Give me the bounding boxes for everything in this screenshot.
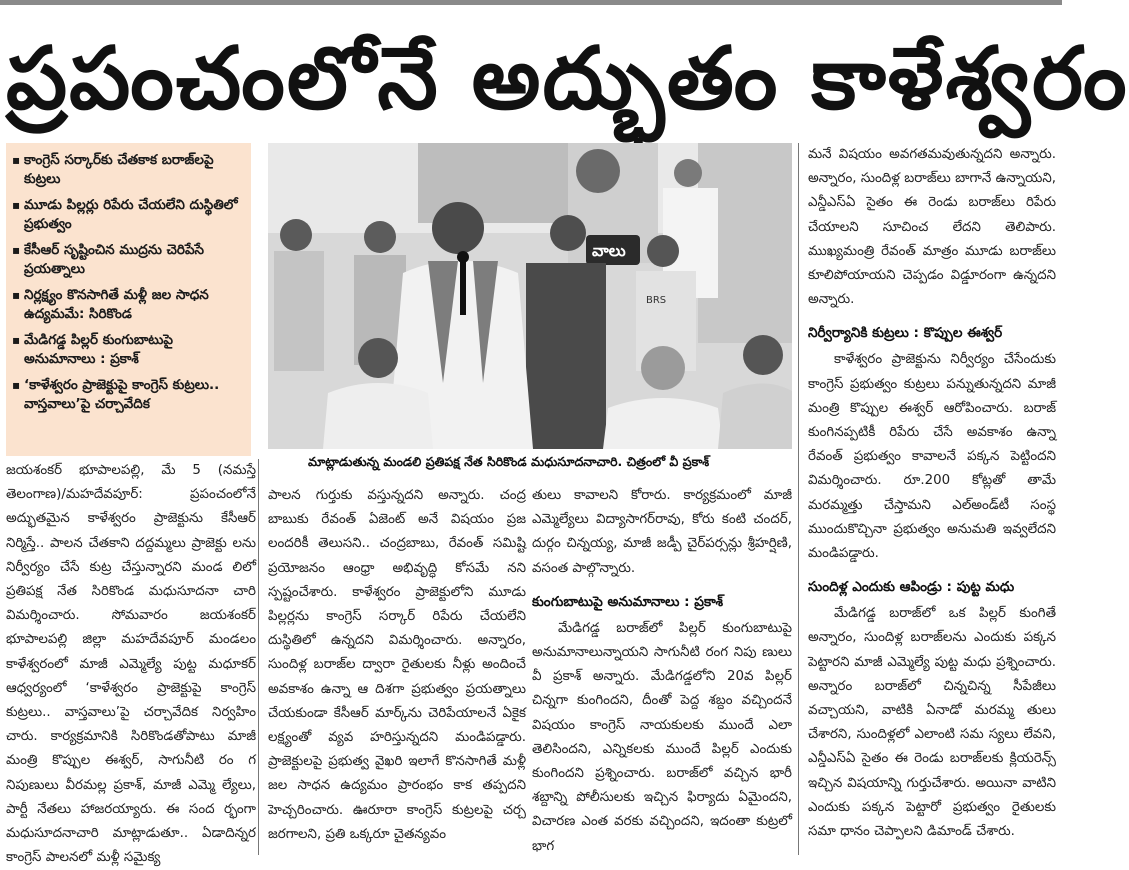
highlight-item: ▪ కాంగ్రెస్ సర్కార్‌కు చేతకాక బరాజ్‌లపై కుట్రలు bbox=[12, 152, 214, 187]
highlight-item: ▪ మేడిగడ్డ పిల్లర్ కుంగుబాటుపై అనుమానాలు : ప్రకాశ్ bbox=[12, 332, 173, 367]
bullet-icon: ▪ bbox=[12, 243, 21, 257]
bullet-icon: ▪ bbox=[12, 153, 21, 167]
article-paragraph: జయశంకర్ భూపాలపల్లి, మే 5 (నమస్తే తెలంగాణ)/మహదేవపూర్: ప్రపంచంలోనే అద్భుతమైన కాళేశ్వరం ప్రాజెక్టును కేసీఆర్ నిర్మిస్తే.. పాలన చేతకాని దద్దమ్మలు ప్రాజెక్టు లను నిర్వీర్యం చేసే కుట్ర చేస్తున్నారని మండ లిలో ప్రతిపక్ష నేత సిరికొండ మధుసూదనా చారి విమర్శించారు. సోమవారం జయశంకర్ భూపాలపల్లి జిల్లా మహదేవపూర్ మండలం కాళేశ్వరంలో మాజీ ఎమ్మెల్యే పుట్ట మధూకర్ ఆధ్వర్యంలో ‘కాళేశ్వరం ప్రాజెక్టుపై కాంగ్రెస్ కుట్రలు.. వాస్తవాలు’పై చర్చావేదిక నిర్వహిం చారు. కార్యక్రమానికి సిరికొండతోపాటు మాజీ మంత్రి కొప్పుల ఈశ్వర్, సాగునీటి రం గ నిపుణులు వీరమల్ల ప్రకాశ్, మాజీ ఎమ్మె ల్యేలు, పార్టీ నేతలు హాజరయ్యారు. ఈ సంద ర్భంగా మధుసూదనాచారి మాట్లాడుతూ.. ఏడాదిన్నర కాంగ్రెస్ పాలనలో మళ్లీ సమైక్య bbox=[6, 463, 256, 866]
article-column-3 bbox=[532, 484, 792, 856]
bullet-icon: ▪ bbox=[12, 378, 21, 392]
article-paragraph: మేడిగడ్డ బరాజ్‌లో ఒక పిల్లర్ కుంగితే అన్నారం, సుందిళ్ల బరాజ్‌లను ఎందుకు పక్కన పెట్టారని మాజీ ఎమ్మెల్యే పుట్ట మధు ప్రశ్నించారు. అన్నారం బరాజ్‌లో చిన్నచిన్న సీపేజీలు వచ్చాయని, వాటికి ఏనాడో మరమ్మ తులు చేశారని, సుందిళ్లలో ఎలాంటి సమ స్యలు లేవని, ఎన్డీఎస్‌ఏ సైతం ఈ రెండు బరాజ్‌లకు క్లియరెన్స్ ఇచ్చిన విషయాన్ని గుర్తుచేశారు. అయినా వాటిని ఎందుకు పక్కన పెట్టారో ప్రభుత్వం రైతులకు సమా ధానం చెప్పాలని డిమాండ్ చేశారు. bbox=[808, 606, 1056, 840]
page-headline: ప్రపంచంలోనే అద్భుతం కాళేశ్వరం bbox=[6, 29, 1129, 129]
article-paragraph: మనే విషయం అవగతమవుతున్నదని అన్నారు. అన్నారం, సుందిళ్ల బరాజ్‌లు బాగానే ఉన్నాయని, ఎన్డీఎస్‌ఏ సైతం ఈ రెండు బరాజ్‌లు రిపేరు చేయాలని సూచించ లేదని తెలిపారు. ముఖ్యమంత్రి రేవంత్ మాత్రం మూడు బరాజ్‌లు కూలిపోయాయని చెప్పడం విడ్డూరంగా ఉన్నదని అన్నారు. bbox=[808, 147, 1056, 308]
article-column-1 bbox=[6, 459, 256, 866]
column-divider bbox=[798, 143, 799, 855]
highlights-box bbox=[6, 143, 251, 456]
banner-text: వాలు bbox=[592, 241, 626, 260]
article-paragraph: మేడిగడ్డ బరాజ్‌లో పిల్లర్ కుంగుబాటుపై అనుమానాలున్నాయని సాగునీటి రంగ నిపు ణులు వీ ప్రకాశ్ అన్నారు. మేడిగడ్డలోని 20వ పిల్లర్ చిన్నగా కుంగిందని, దీంతో పెద్ద శబ్దం వచ్చిందనే విషయం కాంగ్రెస్ నాయకులకు ముందే ఎలా తెలిసిందని, ఎన్నికలకు ముందే పిల్లర్ ఎందుకు కుంగిందని ప్రశ్నించారు. బరాజ్‌లో వచ్చిన భారీ శబ్దాన్ని పోలీసులకు ఇచ్చిన ఫిర్యాదు ఏమైందని, విచారణ ఎంత వరకు వచ్చిందని, ఇదంతా కుట్రలో భాగ bbox=[532, 620, 792, 854]
news-photo bbox=[268, 143, 792, 449]
article-column-2 bbox=[268, 484, 526, 856]
photo-caption: మాట్లాడుతున్న మండలి ప్రతిపక్ష నేత సిరికొండ మధుసూదనాచారి. చిత్రంలో వీ ప్రకాశ్ bbox=[308, 454, 710, 469]
article-paragraph: కాళేశ్వరం ప్రాజెక్టును నిర్వీర్యం చేసేందుకు కాంగ్రెస్ ప్రభుత్వం కుట్రలు పన్నుతున్నదని మాజీ మంత్రి కొప్పుల ఈశ్వర్ ఆరోపించారు. బరాజ్ కుంగినప్పటికీ రిపేరు చేసే అవకాశం ఉన్నా రేవంత్ ప్రభుత్వం కావాలనే పక్కన పెట్టిందని విమర్శించారు. రూ.200 కోట్లతో తామే మరమ్మత్తు చేస్తామని ఎల్అండ్‌టీ సంస్థ ముందుకొచ్చినా ప్రభుత్వం అనుమతి ఇవ్వలేదని మండిపడ్డారు. bbox=[808, 352, 1056, 562]
subheading: కుంగుబాటుపై అనుమానాలు : ప్రకాశ్ bbox=[532, 593, 724, 610]
highlight-item: ▪ ‘కాళేశ్వరం ప్రాజెక్టుపై కాంగ్రెస్ కుట్రలు.. వాస్తవాలు’పై చర్చావేదిక bbox=[12, 377, 220, 412]
top-rule bbox=[0, 0, 1062, 14]
bullet-icon: ▪ bbox=[12, 198, 21, 212]
bullet-icon: ▪ bbox=[12, 333, 21, 347]
article-paragraph: తులు కావాలని కోరారు. కార్యక్రమంలో మాజీ ఎమ్మెల్యేలు విద్యాసాగర్‌రావు, కోరు కంటి చందర్, దుర్గం చిన్నయ్య, మాజీ జడ్పీ చైర్‌పర్సన్లు శ్రీహర్షిణి, వసంత పాల్గొన్నారు. bbox=[532, 488, 792, 576]
subheading: సుందిళ్ల ఎందుకు ఆపిండ్రు : పుట్ట మధు bbox=[808, 579, 1015, 596]
highlight-item: ▪ కేసీఆర్ సృష్టించిన ముద్రను చెరిపేసే ప్రయత్నాలు bbox=[12, 242, 205, 277]
column-divider bbox=[258, 459, 259, 855]
article-column-4 bbox=[808, 143, 1056, 855]
shirt-text: BRS bbox=[646, 295, 667, 306]
highlight-item: ▪ మూడు పిల్లర్లు రిపేరు చేయలేని దుస్థితిలో ప్రభుత్వం bbox=[12, 197, 238, 232]
subheading: నిర్వీర్యానికి కుట్రలు : కొప్పుల ఈశ్వర్ bbox=[808, 325, 1003, 342]
highlight-item: ▪ నిర్లక్ష్యం కొనసాగితే మళ్లీ జల సాధన ఉద్యమమే: సిరికొండ bbox=[12, 287, 209, 322]
bullet-icon: ▪ bbox=[12, 288, 21, 302]
news-photo-illustration bbox=[268, 143, 792, 449]
article-paragraph: పాలన గుర్తుకు వస్తున్నదని అన్నారు. చంద్ర బాబుకు రేవంత్ ఏజెంట్ అనే విషయం ప్రజ లందరికీ తెలుసని.. చంద్రబాబు, రేవంత్ సమిష్టి ప్రయోజనం ఆంధ్రా అభివృద్ధి కోసమే నని స్పష్టంచేశారు. కాళేశ్వరం ప్రాజెక్టులోని మూడు పిల్లర్లను కాంగ్రెస్ సర్కార్ రిపేరు చేయలేని దుస్థితిలో ఉన్నదని విమర్శించారు. అన్నారం, సుందిళ్ల బరాజ్‌ల ద్వారా రైతులకు నీళ్లు అందించే అవకాశం ఉన్నా ఆ దిశగా ప్రభుత్వం ప్రయత్నాలు చేయకుండా కేసీఆర్ మార్క్‌ను చెరిపేయాలనే ఏకైక లక్ష్యంతో వ్యవ హరిస్తున్నదని మండిపడ్డారు. ప్రాజెక్టులపై ప్రభుత్వ వైఖరి ఇలాగే కొనసాగితే మళ్లీ జల సాధన ఉద్యమం ప్రారంభం కాక తప్పదని హెచ్చరించారు. ఊరూరా కాంగ్రెస్ కుట్రలపై చర్చ జరగాలని, ప్రతి ఒక్కరూ చైతన్యవం bbox=[268, 488, 526, 842]
